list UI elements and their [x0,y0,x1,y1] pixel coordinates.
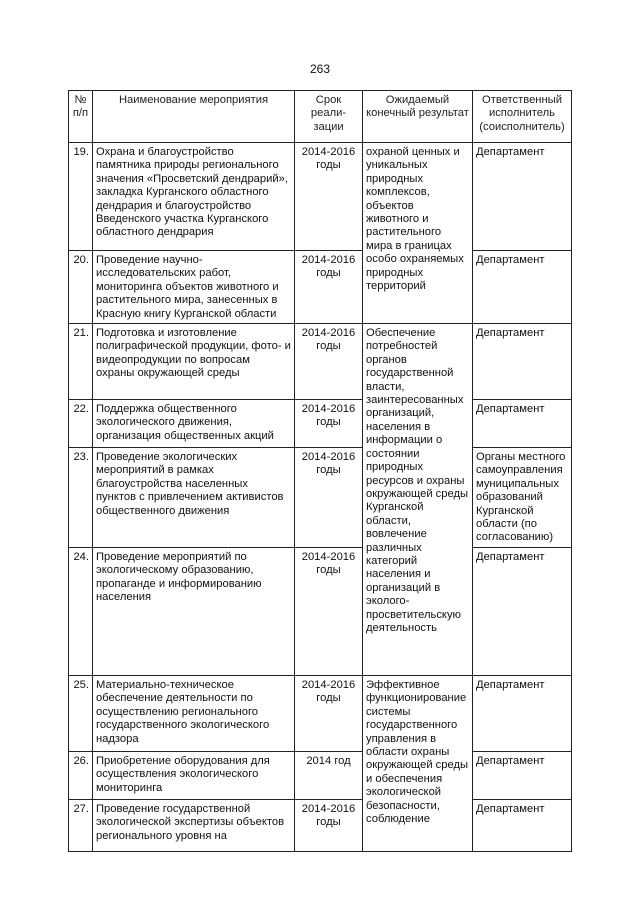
row-number: 25. [69,675,93,751]
executor: Департамент [473,799,572,851]
row-number: 27. [69,799,93,851]
measure-name: Проведение научно-исследовательских работ, мониторинга объектов животного и растительного мира, занесенных в Красную книгу Курганской области [93,251,295,324]
expected-result: Обеспечение потребностей органов государственной власти, заинтересованных организаций, населения в информации о состоянии природных ресурсов и охраны окружающей среды Курганской области, вовлечение различных категорий населения и организаций в эколого-просветительскую деятельность [363,324,473,676]
row-number: 19. [69,143,93,251]
table-row [69,675,572,751]
executor: Департамент [473,143,572,251]
row-number: 20. [69,251,93,324]
term: 2014-2016 годы [295,547,363,675]
table-header-row [69,91,572,143]
table-row [69,799,572,851]
page-number: 263 [309,62,331,76]
table-row [69,751,572,799]
header-name: Наименование мероприятия [93,91,295,143]
table-row [69,143,572,251]
measure-name: Материально-техническое обеспечение деятельности по осуществлению регионального государственного экологического надзора [93,675,295,751]
executor: Департамент [473,751,572,799]
row-number: 24. [69,547,93,675]
expected-result: охраной ценных и уникальных природных комплексов, объектов животного и растительного мира в границах особо охраняемых природных территорий [363,143,473,324]
header-executor: Ответственный исполнитель (соисполнитель) [473,91,572,143]
executor: Департамент [473,251,572,324]
header-term: Срок реали- зации [295,91,363,143]
term: 2014-2016 годы [295,143,363,251]
term: 2014-2016 годы [295,324,363,400]
table-row [69,251,572,324]
measures-table [68,90,572,852]
measure-name: Подготовка и изготовление полиграфической продукции, фото- и видеопродукции по вопросам охраны окружающей среды [93,324,295,400]
header-result: Ожидаемый конечный результат [363,91,473,143]
term: 2014-2016 годы [295,448,363,548]
row-number: 21. [69,324,93,400]
executor: Департамент [473,547,572,675]
measure-name: Приобретение оборудования для осуществления экологического мониторинга [93,751,295,799]
row-number: 22. [69,400,93,448]
row-number: 26. [69,751,93,799]
table-row [69,324,572,400]
term: 2014-2016 годы [295,400,363,448]
expected-result: Эффективное функционирование системы государственного управления в области охраны окружающей среды и обеспечения экологической безопасности, соблюдение [363,675,473,851]
measure-name: Поддержка общественного экологического движения, организация общественных акций [93,400,295,448]
table-row [69,448,572,548]
row-number: 23. [69,448,93,548]
executor: Департамент [473,324,572,400]
executor: Органы местного самоуправления муниципальных образований Курганской области (по согласованию) [473,448,572,548]
table-row [69,400,572,448]
measure-name: Проведение мероприятий по экологическому образованию, пропаганде и информированию населения [93,547,295,675]
term: 2014 год [295,751,363,799]
table-row [69,547,572,675]
header-num: № п/п [69,91,93,143]
term: 2014-2016 годы [295,799,363,851]
measure-name: Проведение государственной экологической экспертизы объектов регионального уровня на [93,799,295,851]
measure-name: Проведение экологических мероприятий в рамках благоустройства населенных пунктов с привлечением активистов общественного движения [93,448,295,548]
term: 2014-2016 годы [295,675,363,751]
executor: Департамент [473,675,572,751]
executor: Департамент [473,400,572,448]
measure-name: Охрана и благоустройство памятника природы регионального значения «Просветский дендрарий», закладка Курганского областного дендрария и благоустройство Введенского участка Курганского областного дендрария [93,143,295,251]
term: 2014-2016 годы [295,251,363,324]
